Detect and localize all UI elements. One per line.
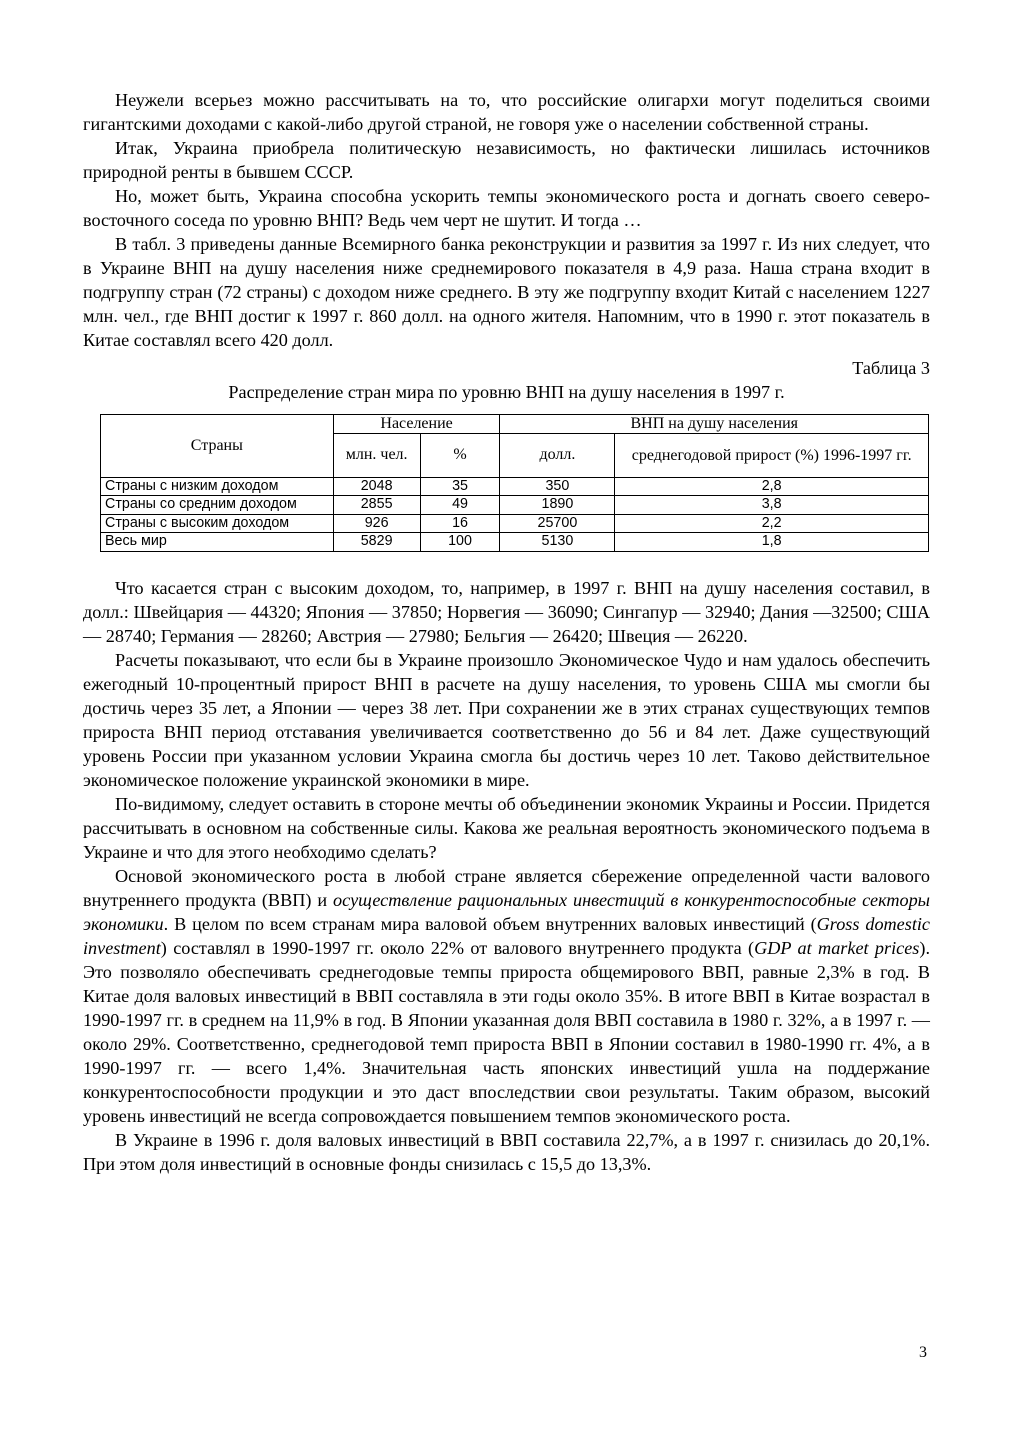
cell-pct: 49 [420, 496, 500, 515]
body-text-after-table [83, 576, 930, 1176]
italic-run: осуществление рациональных инвестиций в конкурентоспособные секторы экономики [83, 889, 930, 934]
cell-growth: 2,2 [615, 514, 929, 533]
cell-mln: 5829 [333, 533, 420, 552]
header-countries: Страны [101, 415, 334, 478]
cell-pct: 35 [420, 477, 500, 496]
cell-mln: 2855 [333, 496, 420, 515]
text-run: Основой экономического роста в любой стране является сбережение определенной части валового внутреннего продукта (ВВП) и [83, 865, 930, 910]
paragraph: Что касается стран с высоким доходом, то, например, в 1997 г. ВНП на душу населения составил, в долл.: Швейцария — 44320; Япония — 37850; Норвегия — 36090; Сингапур — 32940; Дания —32500; США — 28740; Германия — 28260; Австрия — 27980; Бельгия — 26420; Швеция — 26220. [83, 577, 930, 646]
table-title: Распределение стран мира по уровню ВНП на душу населения в 1997 г. [228, 382, 785, 402]
paragraph: Но, может быть, Украина способна ускорить темпы экономического роста и догнать своего северо-восточного соседа по уровню ВНП? Ведь чем черт не шутит. И тогда … [83, 186, 930, 230]
header-growth: среднегодовой прирост (%) 1996-1997 гг. [615, 433, 929, 477]
text-run: ). Это позволяло обеспечивать среднегодовые темпы прироста общемирового ВВП, равные 2,3% в год. В Китае доля валовых инвестиций в ВВП составляла в эти годы около 35%. В итоге ВВП в Китае возрастал в 1990-1997 гг. в среднем на 11,9% в год. В Японии указанная доля ВВП составила в 1980 г. 32%, а в 1997 г. — около 29%. Соответственно, среднегодовой темп прироста ВВП в Японии составил в 1980-1990 гг. 4%, а в 1990-1997 гг. — всего 1,4%. Значительная часть японских инвестиций ушла на поддержание конкурентоспособности продукции и это даст впоследствии свои результаты. Таким образом, высокий уровень инвестиций не всегда сопровождается повышением темпов экономического роста. [83, 937, 930, 1126]
cell-country: Страны с низким доходом [101, 477, 334, 496]
text-run: . В целом по всем странам мира валовой объем внутренних валовых инвестиций ( [163, 913, 817, 934]
paragraph: Неужели всерьез можно рассчитывать на то, что российские олигархи могут поделиться своими гигантскими доходами с какой-либо другой страной, не говоря уже о населении собственной страны. [83, 90, 930, 134]
cell-usd: 25700 [500, 514, 615, 533]
cell-usd: 350 [500, 477, 615, 496]
cell-pct: 16 [420, 514, 500, 533]
paragraph: По-видимому, следует оставить в стороне мечты об объединении экономик Украины и России. Придется рассчитывать в основном на собственные силы. Какова же реальная вероятность экономического подъема в Украине и что для этого необходимо сделать? [83, 793, 930, 862]
paragraph: Расчеты показывают, что если бы в Украине произошло Экономическое Чудо и нам удалось обеспечить ежегодный 10-процентный прирост ВНП в расчете на душу населения, то уровень США мы смогли бы достичь через 35 лет, а Японии — через 38 лет. При сохранении же в этих странах существующих темпов прироста ВНП период отставания увеличивается соответственно до 56 и 84 лет. Даже существующий уровень России при указанном условии Украина смогла бы достичь через 10 лет. Таково действительное экономическое положение украинской экономики в мире. [83, 649, 930, 790]
data-table [100, 414, 929, 552]
cell-growth: 1,8 [615, 533, 929, 552]
cell-country: Весь мир [101, 533, 334, 552]
header-pct: % [420, 433, 500, 477]
italic-run: GDP at market prices [754, 937, 920, 958]
cell-growth: 3,8 [615, 496, 929, 515]
text-run: ) составлял в 1990-1997 гг. около 22% от валового внутреннего продукта ( [160, 937, 755, 958]
italic-run: Gross domestic investment [83, 913, 931, 958]
cell-country: Страны со средним доходом [101, 496, 334, 515]
paragraph: В Украине в 1996 г. доля валовых инвестиций в ВВП составила 22,7%, а в 1997 г. снизилась до 20,1%. При этом доля инвестиций в основные фонды снизилась с 15,5 до 13,3%. [83, 1129, 930, 1174]
cell-mln: 2048 [333, 477, 420, 496]
table-row [101, 514, 929, 533]
table-row [101, 496, 929, 515]
document-page [83, 88, 930, 1176]
header-gnp: ВНП на душу населения [500, 415, 929, 434]
page-number: 3 [919, 1344, 927, 1361]
table-header-row [101, 415, 929, 434]
table-row [101, 477, 929, 496]
table-number: Таблица 3 [852, 358, 930, 378]
header-mln: млн. чел. [333, 433, 420, 477]
investment-paragraph [83, 864, 930, 1128]
paragraph: Итак, Украина приобрела политическую независимость, но фактически лишилась источников природной ренты в бывшем СССР. [83, 138, 930, 182]
header-usd: долл. [500, 433, 615, 477]
table-row [101, 533, 929, 552]
cell-pct: 100 [420, 533, 500, 552]
cell-mln: 926 [333, 514, 420, 533]
paragraph: В табл. 3 приведены данные Всемирного банка реконструкции и развития за 1997 г. Из них следует, что в Украине ВНП на душу населения ниже среднемирового показателя в 4,9 раза. Наша страна входит в подгруппу стран (72 страны) с доходом ниже среднего. В эту же подгруппу входит Китай с населением 1227 млн. чел., где ВНП достиг к 1997 г. 860 долл. на одного жителя. Напомним, что в 1990 г. этот показатель в Китае составлял всего 420 долл. [83, 234, 930, 350]
header-population: Население [333, 415, 500, 434]
cell-country: Страны с высоким доходом [101, 514, 334, 533]
cell-usd: 5130 [500, 533, 615, 552]
cell-usd: 1890 [500, 496, 615, 515]
cell-growth: 2,8 [615, 477, 929, 496]
